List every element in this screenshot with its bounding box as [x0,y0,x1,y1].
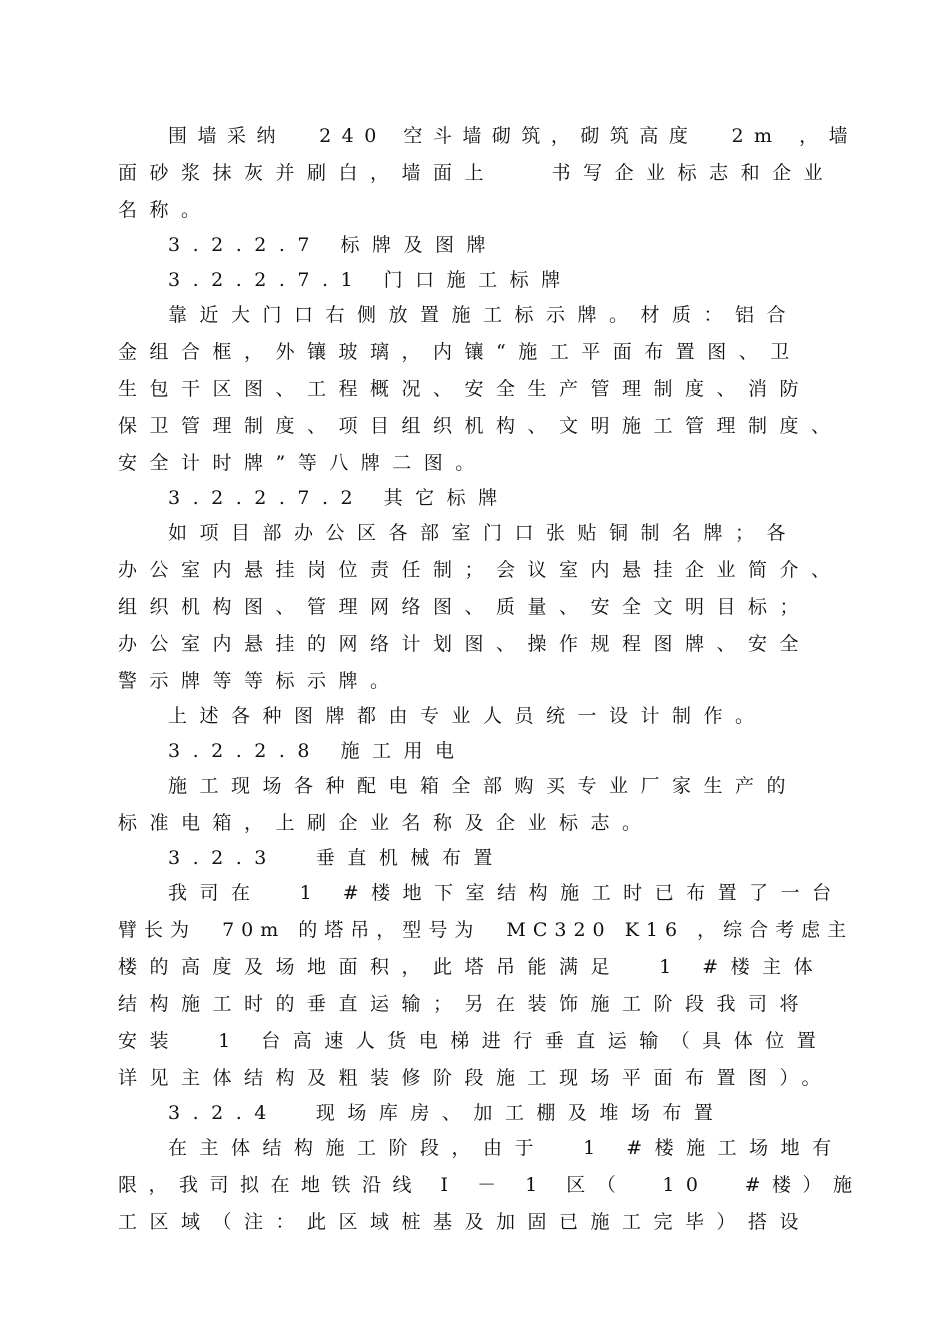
text-line: 面砂浆抹灰并刷白，墙面上 书写企业标志和企业 [118,162,836,184]
text-line: 警示牌等等标示牌。 [118,670,402,692]
text-line: 靠近大门口右侧放置施工标示牌。材质：铝合 [168,304,799,326]
text-line: 详见主体结构及粗装修阶段施工现场平面布置图）。 [118,1067,834,1089]
text-line: 办公室内悬挂的网络计划图、操作规程图牌、安全 [118,633,812,655]
text-line: 保卫管理制度、项目组织机构、文明施工管理制度、 [118,415,843,437]
text-line: 标准电箱，上刷企业名称及企业标志。 [118,812,654,834]
section-heading: 3.2.4 现场库房、加工棚及堆场布置 [168,1102,726,1124]
text-line: 如项目部办公区各部室门口张贴铜制名牌；各 [168,522,799,544]
text-line: 安装 1 台高速人货电梯进行垂直运输（具体位置 [118,1030,829,1052]
text-line: 上述各种图牌都由专业人员统一设计制作。 [168,705,767,727]
text-line: 施工现场各种配电箱全部购买专业厂家生产的 [168,775,799,797]
text-line: 金组合框，外镶玻璃，内镶“施工平面布置图、卫 [118,341,802,363]
text-line: 名称。 [118,199,213,221]
section-heading: 3.2.2.7.1 门口施工标牌 [168,269,573,291]
text-line: 生包干区图、工程概况、安全生产管理制度、消防 [118,378,812,400]
text-line: 安全计时牌”等八牌二图。 [118,452,487,474]
text-line: 臂长为 70m 的塔吊，型号为 MC320 K16 ，综合考虑主 [118,919,854,941]
section-heading: 3.2.2.7 标牌及图牌 [168,234,499,256]
section-heading: 3.2.3 垂直机械布置 [168,847,505,869]
section-heading: 3.2.2.8 施工用电 [168,740,467,762]
section-heading: 3.2.2.7.2 其它标牌 [168,487,510,509]
text-line: 办公室内悬挂岗位责任制；会议室内悬挂企业简介、 [118,559,843,581]
text-line: 我司在 1 #楼地下室结构施工时已布置了一台 [168,882,844,904]
text-line: 在主体结构施工阶段，由于 1 #楼施工场地有 [168,1137,844,1159]
text-line: 工区域（注：此区域桩基及加固已施工完毕）搭设 [118,1211,812,1233]
text-line: 楼的高度及场地面积，此塔吊能满足 1 #楼主体 [118,956,826,978]
text-line: 限，我司拟在地铁沿线 I － 1 区（ 10 #楼）施 [118,1174,864,1196]
text-line: 结构施工时的垂直运输；另在装饰施工阶段我司将 [118,993,812,1015]
text-line: 围墙采纳 240 空斗墙砌筑，砌筑高度 2m ，墙 [168,125,859,147]
text-line: 组织机构图、管理网络图、质量、安全文明目标； [118,596,812,618]
